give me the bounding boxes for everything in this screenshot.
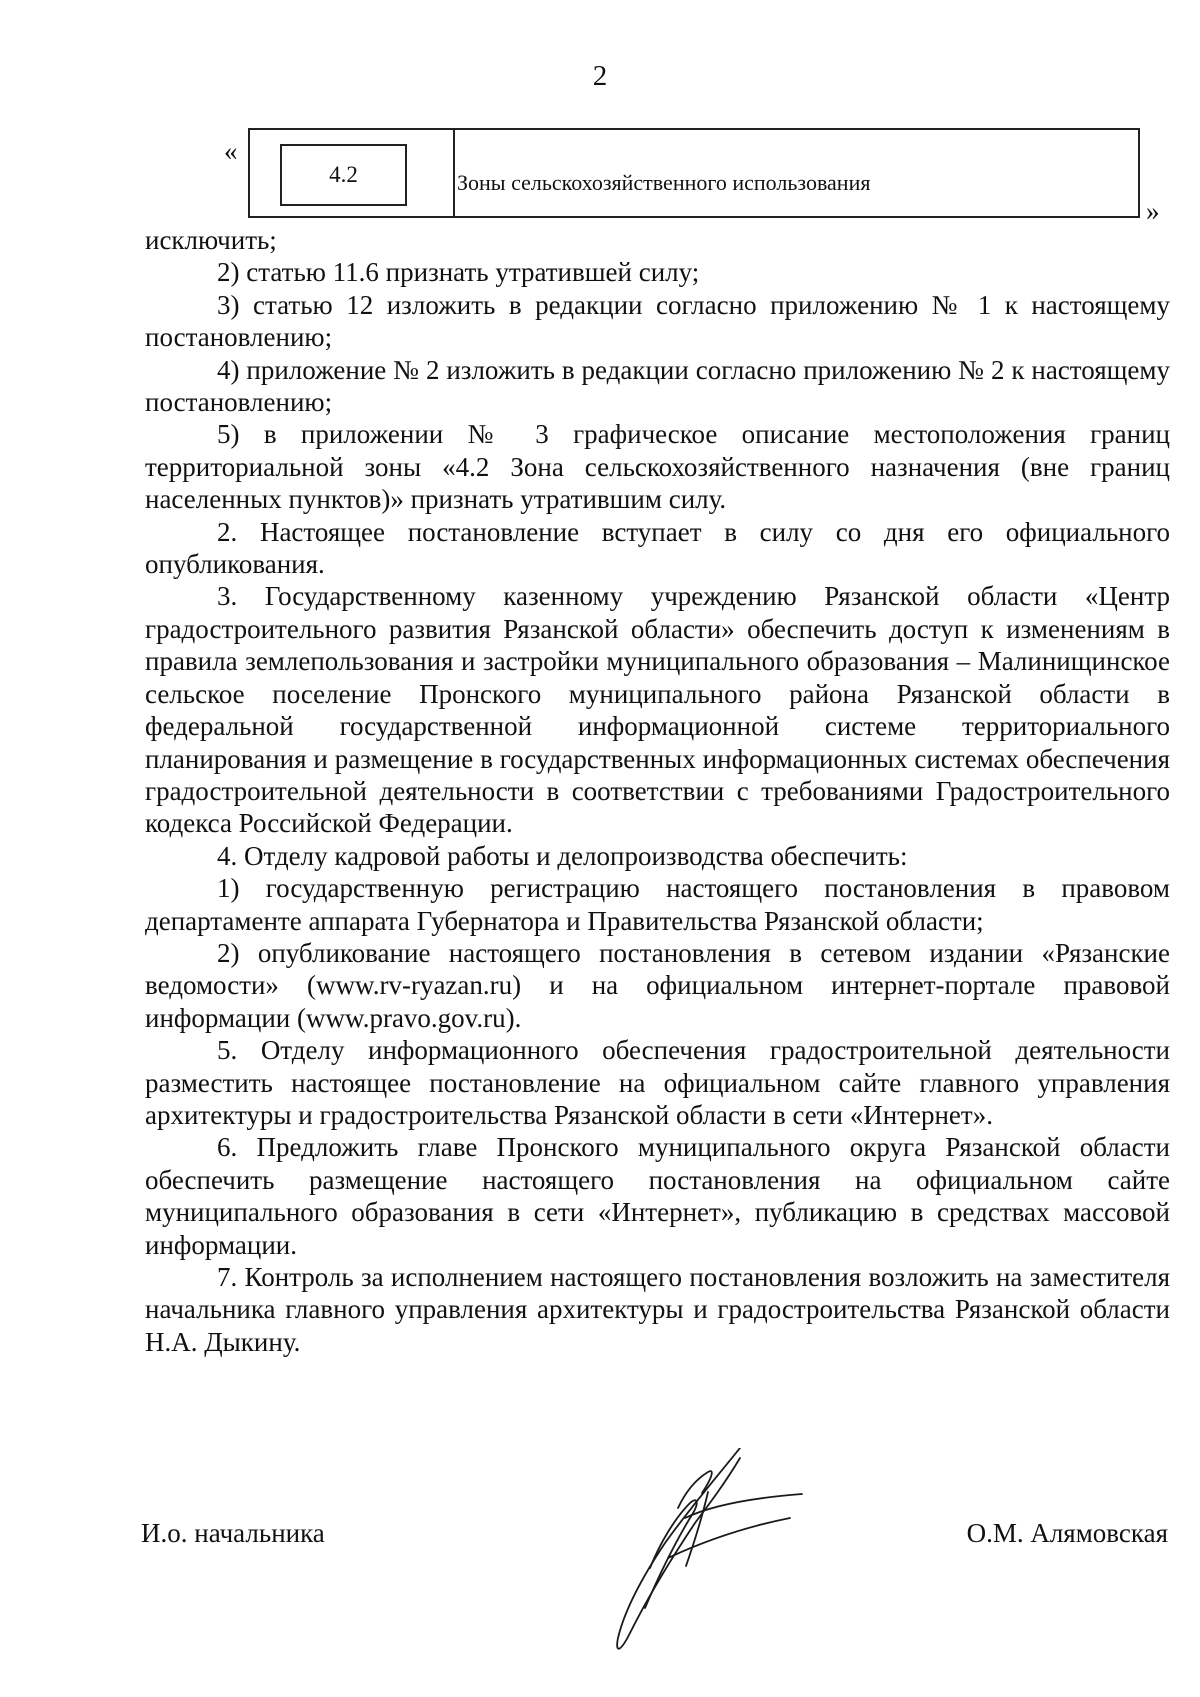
paragraph-clause-3: 3. Государственному казенному учреждению Рязанской области «Центр градостроительного развития Рязанской области» обеспечить доступ к изменениям в правила землепользования и застройки муниципального образования – Малинищинское сельское поселение Пронского муниципального района Рязанской области в федеральной государственной информационной системе территориального планирования и размещение в государственных информационных системах обеспечения градостроительной деятельности в соответствии с требованиями Градостроительного кодекса Российской Федерации.: [145, 581, 1170, 839]
paragraph-clause-2: 2. Настоящее постановление вступает в силу со дня его официального опубликования.: [145, 516, 1170, 580]
zone-table: [248, 128, 1140, 218]
paragraph-clause-7: 7. Контроль за исполнением настоящего постановления возложить на заместителя начальника главного управления архитектуры и градостроительства Рязанской области Н.А. Дыкину.: [145, 1262, 1170, 1357]
document-body: [145, 224, 1170, 1358]
signatory-position: И.о. начальника: [141, 1518, 325, 1548]
paragraph-clause-4-1: 1) государственную регистрацию настоящего постановления в правовом департаменте аппарата Губернатора и Правительства Рязанской области;: [145, 873, 1170, 936]
zone-name: Зоны сельскохозяйственного использования: [457, 170, 871, 195]
paragraph-item-3: 3) статью 12 изложить в редакции согласно приложению № 1 к настоящему постановлению;: [145, 289, 1170, 353]
open-quote: «: [224, 136, 238, 166]
page-number: 2: [592, 60, 608, 92]
table-divider: [453, 130, 455, 216]
handwritten-signature: [590, 1448, 820, 1658]
paragraph-item-2: 2) статью 11.6 признать утратившей силу;: [217, 257, 700, 288]
paragraph-clause-4: 4. Отделу кадровой работы и делопроизводства обеспечить:: [217, 840, 908, 871]
paragraph-item-5: 5) в приложении № 3 графическое описание местоположения границ территориальной зоны «4.2 Зона сельскохозяйственного назначения (вне границ населенных пунктов)» признать утратившим силу.: [145, 419, 1170, 515]
signatory-name: О.М. Алямовская: [966, 1518, 1168, 1548]
paragraph-item-4: 4) приложение № 2 изложить в редакции согласно приложению № 2 к настоящему постановлению;: [145, 354, 1170, 418]
close-quote: »: [1146, 196, 1160, 226]
zone-code: 4.2: [280, 144, 407, 206]
paragraph-clause-5: 5. Отделу информационного обеспечения градостроительной деятельности разместить настоящее постановление на официальном сайте главного управления архитектуры и градостроительства Рязанской области в сети «Интернет».: [145, 1035, 1170, 1130]
paragraph-exclude: исключить;: [145, 225, 277, 255]
paragraph-clause-6: 6. Предложить главе Пронского муниципального округа Рязанской области обеспечить размещение настоящего постановления на официальном сайте муниципального образования в сети «Интернет», публикацию в средствах массовой информации.: [145, 1132, 1170, 1260]
paragraph-clause-4-2: 2) опубликование настоящего постановления в сетевом издании «Рязанские ведомости» (www.rv-ryazan.ru) и на официальном интернет-портале правовой информации (www.pravo.gov.ru).: [145, 937, 1170, 1033]
